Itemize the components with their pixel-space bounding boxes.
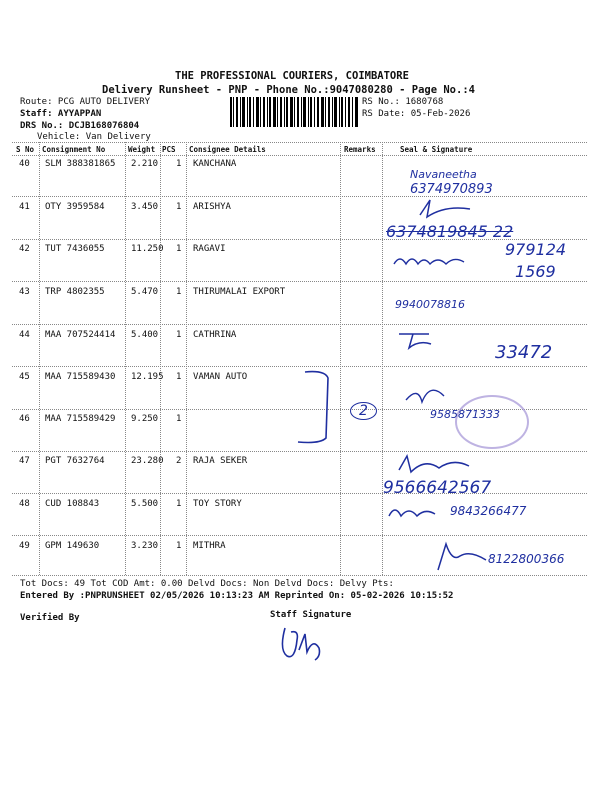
drs-number: DRS No.: DCJB168076804 bbox=[20, 121, 140, 131]
row-weight: 5.500 bbox=[131, 499, 159, 509]
col-divider bbox=[340, 142, 341, 575]
handwritten-name: Navaneetha bbox=[410, 168, 477, 181]
handwritten-signature bbox=[400, 380, 450, 408]
row-consignment: SLM 388381865 bbox=[45, 159, 116, 169]
col-consignee: Consignee Details bbox=[189, 145, 266, 154]
row-pcs: 1 bbox=[176, 499, 182, 509]
col-consignment: Consignment No bbox=[42, 145, 106, 154]
col-pcs: PCS bbox=[162, 145, 176, 154]
handwritten-phone: 9843266477 bbox=[450, 504, 527, 518]
row-separator bbox=[12, 281, 587, 282]
row-separator bbox=[12, 324, 587, 325]
table-bottom-line bbox=[12, 575, 587, 576]
row-pcs: 2 bbox=[176, 456, 182, 466]
staff-label: Staff: AYYAPPAN bbox=[20, 109, 102, 119]
row-weight: 23.280 bbox=[131, 456, 164, 466]
row-consignment: GPM 149630 bbox=[45, 541, 100, 551]
row-weight: 9.250 bbox=[131, 414, 159, 424]
row-separator bbox=[12, 493, 587, 494]
row-weight: 5.470 bbox=[131, 287, 159, 297]
handwritten-signature bbox=[385, 500, 440, 524]
row-separator bbox=[12, 366, 587, 367]
handwritten-phone: 33472 bbox=[495, 342, 553, 363]
handwritten-phone: 9585871333 bbox=[430, 408, 500, 421]
header-bottom-line bbox=[12, 155, 587, 156]
row-sno: 46 bbox=[19, 414, 30, 424]
row-separator bbox=[12, 535, 587, 536]
route-label: Route: PCG AUTO DELIVERY bbox=[20, 97, 151, 107]
row-consignment: TRP 4802355 bbox=[45, 287, 105, 297]
entered-by-line: Entered By :PNPRUNSHEET 02/05/2026 10:13:23 AM Reprinted On: 05-02-2026 10:15:52 bbox=[20, 591, 454, 601]
row-consignee: RAJA SEKER bbox=[193, 456, 248, 466]
row-consignment: MAA 715589429 bbox=[45, 414, 116, 424]
header-top-line bbox=[12, 142, 587, 143]
row-consignee: RAGAVI bbox=[193, 244, 226, 254]
rs-number: RS No.: 1680768 bbox=[362, 97, 444, 107]
handwritten-phone: 6374819845 22 bbox=[386, 222, 514, 241]
staff-signature-label: Staff Signature bbox=[270, 610, 352, 620]
row-separator bbox=[12, 196, 587, 197]
row-pcs: 1 bbox=[176, 159, 182, 169]
handwritten-phone: 9940078816 bbox=[395, 298, 465, 311]
row-pcs: 1 bbox=[176, 202, 182, 212]
row-weight: 5.400 bbox=[131, 330, 159, 340]
col-divider bbox=[39, 142, 40, 575]
verified-by-label: Verified By bbox=[20, 613, 80, 623]
handwritten-signature bbox=[415, 195, 475, 220]
row-separator bbox=[12, 451, 587, 452]
row-consignee: ARISHYA bbox=[193, 202, 231, 212]
row-weight: 12.195 bbox=[131, 372, 164, 382]
handwritten-count: 2 bbox=[350, 402, 377, 420]
handwritten-number: 1569 bbox=[515, 262, 556, 281]
row-consignee: CATHRINA bbox=[193, 330, 237, 340]
row-weight: 2.210 bbox=[131, 159, 159, 169]
row-sno: 41 bbox=[19, 202, 30, 212]
row-sno: 43 bbox=[19, 287, 30, 297]
barcode-image bbox=[230, 97, 358, 127]
col-divider bbox=[160, 142, 161, 575]
handwritten-phone: 6374970893 bbox=[410, 182, 493, 197]
col-seal-signature: Seal & Signature bbox=[400, 145, 473, 154]
handwritten-signature bbox=[390, 250, 470, 272]
row-pcs: 1 bbox=[176, 541, 182, 551]
col-weight: Weight bbox=[128, 145, 156, 154]
handwritten-phone: 979124 bbox=[505, 240, 567, 259]
vehicle-label: Vehicle: Van Delivery bbox=[37, 132, 151, 142]
handwritten-signature bbox=[430, 540, 490, 574]
row-consignee: THIRUMALAI EXPORT bbox=[193, 287, 286, 297]
staff-signature-image bbox=[275, 620, 330, 665]
totals-line: Tot Docs: 49 Tot COD Amt: 0.00 Delvd Docs: Non Delvd Docs: Delvy Pts: bbox=[20, 579, 394, 589]
row-consignment: TUT 7436055 bbox=[45, 244, 105, 254]
row-sno: 47 bbox=[19, 456, 30, 466]
row-pcs: 1 bbox=[176, 244, 182, 254]
rs-date: RS Date: 05-Feb-2026 bbox=[362, 109, 471, 119]
row-sno: 49 bbox=[19, 541, 30, 551]
row-sno: 40 bbox=[19, 159, 30, 169]
col-divider bbox=[125, 142, 126, 575]
row-sno: 48 bbox=[19, 499, 30, 509]
row-consignment: CUD 108843 bbox=[45, 499, 100, 509]
handwritten-bracket bbox=[290, 368, 335, 448]
company-stamp bbox=[455, 395, 529, 449]
row-pcs: 1 bbox=[176, 330, 182, 340]
row-pcs: 1 bbox=[176, 414, 182, 424]
row-pcs: 1 bbox=[176, 287, 182, 297]
row-consignment: MAA 707524414 bbox=[45, 330, 116, 340]
row-consignee: MITHRA bbox=[193, 541, 226, 551]
row-consignment: MAA 715589430 bbox=[45, 372, 116, 382]
col-sno: S No bbox=[16, 145, 35, 154]
col-divider bbox=[186, 142, 187, 575]
row-consignment: PGT 7632764 bbox=[45, 456, 105, 466]
handwritten-signature bbox=[395, 450, 475, 478]
row-consignee: TOY STORY bbox=[193, 499, 242, 509]
company-title: THE PROFESSIONAL COURIERS, COIMBATORE bbox=[175, 70, 409, 82]
row-pcs: 1 bbox=[176, 372, 182, 382]
row-weight: 11.250 bbox=[131, 244, 164, 254]
row-consignee: KANCHANA bbox=[193, 159, 237, 169]
row-weight: 3.450 bbox=[131, 202, 159, 212]
col-divider bbox=[382, 142, 383, 575]
handwritten-signature bbox=[395, 328, 435, 350]
row-sno: 44 bbox=[19, 330, 30, 340]
row-sno: 45 bbox=[19, 372, 30, 382]
runsheet-subtitle: Delivery Runsheet - PNP - Phone No.:9047080280 - Page No.:4 bbox=[102, 84, 475, 96]
handwritten-phone: 9566642567 bbox=[383, 478, 492, 498]
row-weight: 3.230 bbox=[131, 541, 159, 551]
handwritten-phone: 8122800366 bbox=[488, 552, 565, 566]
col-remarks: Remarks bbox=[344, 145, 376, 154]
row-consignment: OTY 3959584 bbox=[45, 202, 105, 212]
row-sno: 42 bbox=[19, 244, 30, 254]
row-consignee: VAMAN AUTO bbox=[193, 372, 248, 382]
